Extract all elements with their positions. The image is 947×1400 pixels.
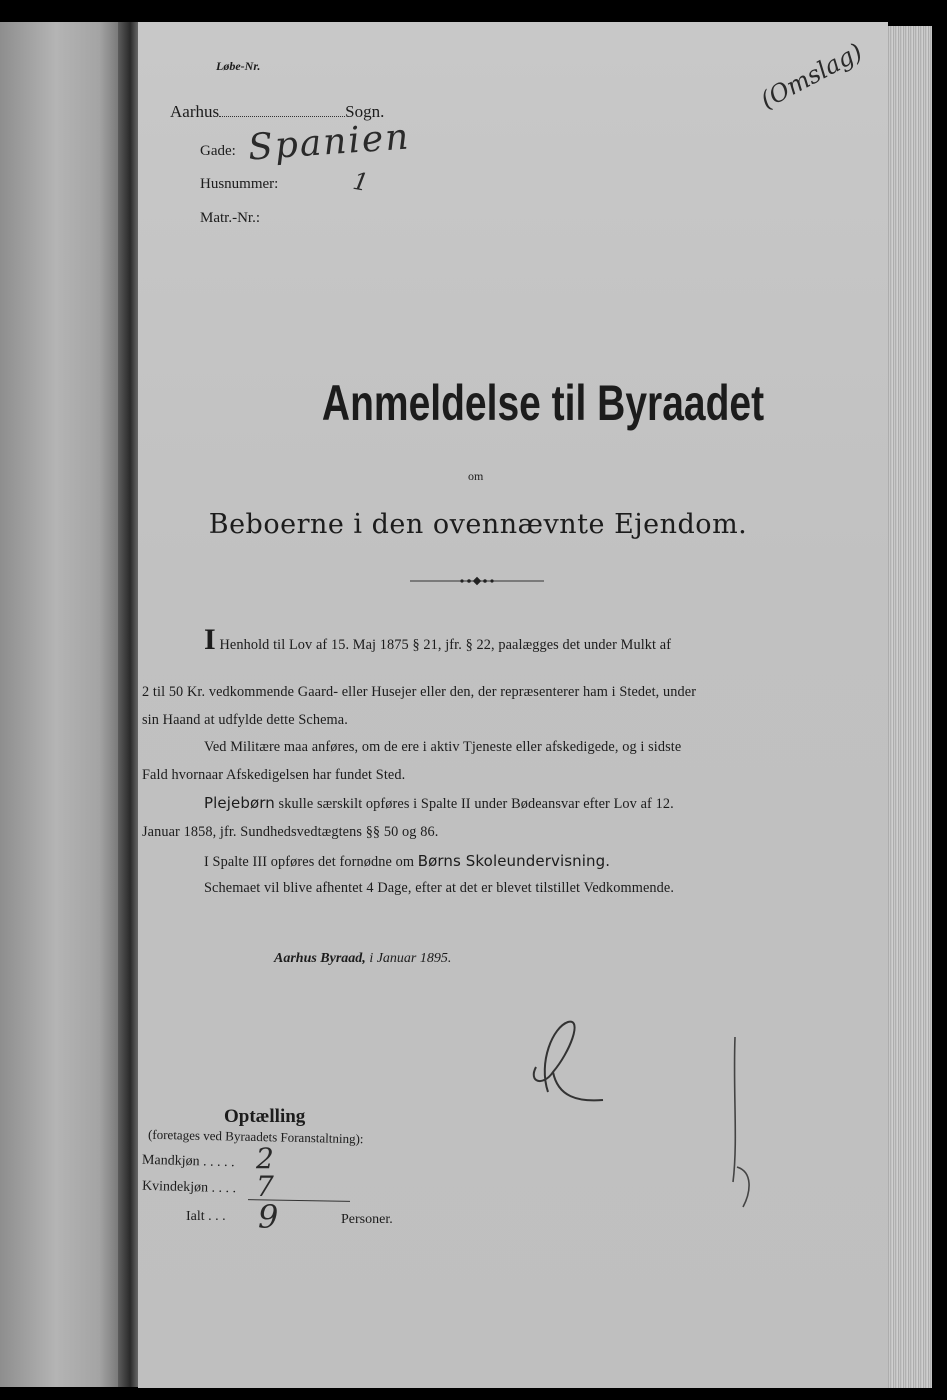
aarhus-label: Aarhus (170, 102, 220, 121)
total-count-handwritten: 9 (258, 1198, 279, 1236)
count-subtitle: (foretages ved Byraadets Foranstaltning): (147, 1126, 364, 1147)
p3-line1-text: skulle særskilt opføres i Spalte II under Bødeansvar efter Lov af 12. (278, 796, 674, 812)
sogn-label: Sogn. (345, 102, 385, 121)
signature-line (274, 951, 451, 967)
husnummer-label: Husnummer: (200, 176, 279, 192)
husnummer-handwritten-value: 1 (350, 166, 371, 198)
sogn-dotted-line (219, 116, 345, 117)
paragraph-3-line-2: Januar 1858, jfr. Sundhedsvedtægtens §§ 50 og 86. (142, 824, 439, 840)
paragraph-4 (204, 852, 610, 871)
persons-label: Personer. (341, 1212, 393, 1227)
document-subtitle: Beboerne i den ovennævnte Ejendom. (208, 509, 748, 540)
p1-line1-text: Henhold til Lov af 15. Maj 1875 § 21, jfr. § 22, paalægges det under Mulkt af (219, 637, 672, 653)
ornamental-divider (410, 575, 544, 587)
signature-byraad: Aarhus Byraad, (274, 951, 366, 966)
loebe-nr-label: Løbe-Nr. (216, 59, 261, 73)
aarhus-sogn-row (170, 102, 384, 122)
plejeborn-emphasis: Plejebørn (204, 794, 275, 812)
female-count-handwritten: 7 (256, 1170, 274, 1203)
gade-handwritten-value: Spanien (246, 116, 412, 169)
male-count-handwritten: 2 (256, 1142, 274, 1175)
handwritten-margin-mark (713, 1032, 783, 1232)
paragraph-5: Schemaet vil blive afhentet 4 Dage, efter at det er blevet tilstillet Vedkommende. (204, 880, 675, 896)
paragraph-2-line-2: Fald hvornaar Afskedigelsen har fundet Sted. (142, 767, 406, 783)
count-total-row: Ialt . . . (186, 1209, 226, 1224)
signature-date: i Januar 1895. (369, 951, 452, 966)
paragraph-1-line-3: sin Haand at udfylde dette Schema. (142, 712, 348, 728)
skoleundervisning-emphasis: Børns Skoleundervisning. (417, 852, 611, 870)
count-male-row: Mandkjøn . . . . . (141, 1152, 235, 1171)
total-label: Ialt (186, 1209, 205, 1224)
female-label: Kvindekjøn (141, 1178, 209, 1196)
handwritten-initial-signature (508, 1012, 618, 1112)
paragraph-3-line-1 (204, 794, 674, 813)
male-label: Mandkjøn (141, 1152, 200, 1170)
count-title: Optælling (224, 1106, 306, 1127)
paragraph-1-line-1 (204, 623, 672, 656)
document-title: Anmeldelse til Byraadet (321, 375, 765, 431)
count-female-row: Kvindekjøn . . . . (141, 1178, 237, 1197)
p4-text: I Spalte III opføres det fornødne om (204, 854, 415, 870)
document-page (138, 22, 888, 1388)
paragraph-1-line-2: 2 til 50 Kr. vedkommende Gaard- eller Husejer eller den, der repræsenterer ham i Stedet, under (142, 684, 697, 700)
gade-label: Gade: (200, 143, 236, 159)
drop-cap: I (204, 623, 216, 656)
left-page-edge (0, 22, 124, 1387)
corner-handwritten-note: (Omslag) (755, 37, 867, 115)
book-spine (118, 22, 140, 1387)
paragraph-2-line-1: Ved Militære maa anføres, om de ere i aktiv Tjeneste eller afskedigede, og i sidste (204, 739, 682, 755)
page-stack-edge (884, 26, 932, 1388)
title-connector-om: om (468, 469, 484, 483)
matr-nr-label: Matr.-Nr.: (200, 210, 260, 226)
